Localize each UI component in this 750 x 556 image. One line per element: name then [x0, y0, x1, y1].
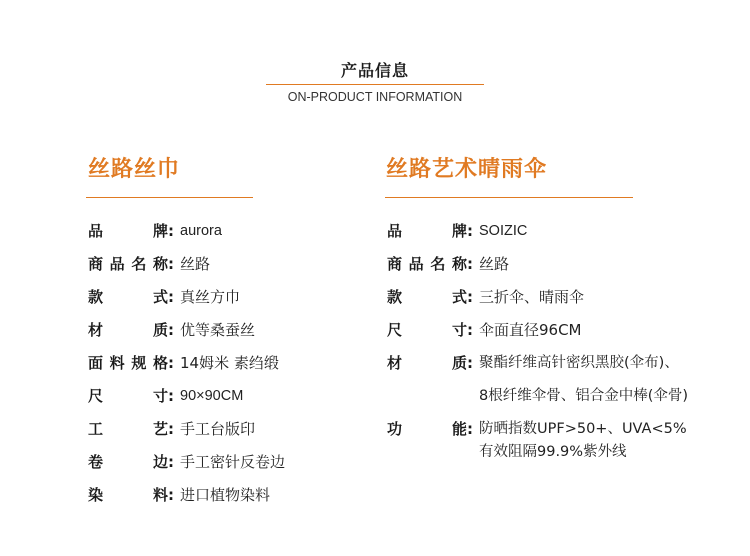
- row-label: 染料: [88, 486, 168, 504]
- row-label: 品牌: [387, 222, 467, 240]
- row-label: 工艺: [88, 420, 168, 438]
- row-value: 丝路: [479, 255, 510, 273]
- row-label: 功能: [387, 420, 467, 438]
- row-value: SOIZIC: [479, 223, 528, 239]
- row-label: 品牌: [88, 222, 168, 240]
- row-value: 防晒指数UPF>50+、UVA<5%: [479, 421, 687, 437]
- row-label: 款式: [387, 288, 467, 306]
- row-label: 材质: [88, 321, 168, 339]
- row-value: 14姆米 素绉缎: [180, 354, 279, 372]
- umbrella-material-continuation: 8根纤维伞骨、铝合金中棒(伞骨): [479, 388, 689, 404]
- row-value: 聚酯纤维高针密织黑胶(伞布)、: [479, 355, 679, 371]
- row-value: 90×90CM: [180, 388, 244, 404]
- row-value: 伞面直径96CM: [479, 321, 582, 339]
- umbrella-section-title: 丝路艺术晴雨伞: [386, 157, 548, 182]
- row-label: 尺寸: [387, 321, 467, 339]
- row-value: 三折伞、晴雨伞: [479, 288, 585, 306]
- umbrella-function-continuation: 有效阻隔99.9%紫外线: [479, 444, 627, 460]
- row-label: 商品名称: [387, 255, 467, 273]
- scarf-section-title: 丝路丝巾: [88, 157, 181, 182]
- umbrella-section-divider: [385, 197, 633, 198]
- row-label: 面料规格: [88, 354, 168, 372]
- row-value: 真丝方巾: [180, 288, 241, 306]
- row-label: 尺寸: [88, 387, 168, 405]
- row-value: 手工密针反卷边: [180, 453, 286, 471]
- row-value: 进口植物染料: [180, 486, 271, 504]
- row-value: 丝路: [180, 255, 211, 273]
- scarf-section-divider: [86, 197, 253, 198]
- row-label: 卷边: [88, 453, 168, 471]
- row-label: 商品名称: [88, 255, 168, 273]
- row-label: 材质: [387, 354, 467, 372]
- row-label: 款式: [88, 288, 168, 306]
- page-subtitle: ON-PRODUCT INFORMATION: [287, 90, 463, 104]
- page-title: 产品信息: [340, 61, 409, 80]
- row-value: 优等桑蚕丝: [180, 321, 256, 339]
- title-divider: [266, 84, 484, 85]
- row-value: 手工台版印: [180, 420, 256, 438]
- row-value: aurora: [180, 223, 222, 239]
